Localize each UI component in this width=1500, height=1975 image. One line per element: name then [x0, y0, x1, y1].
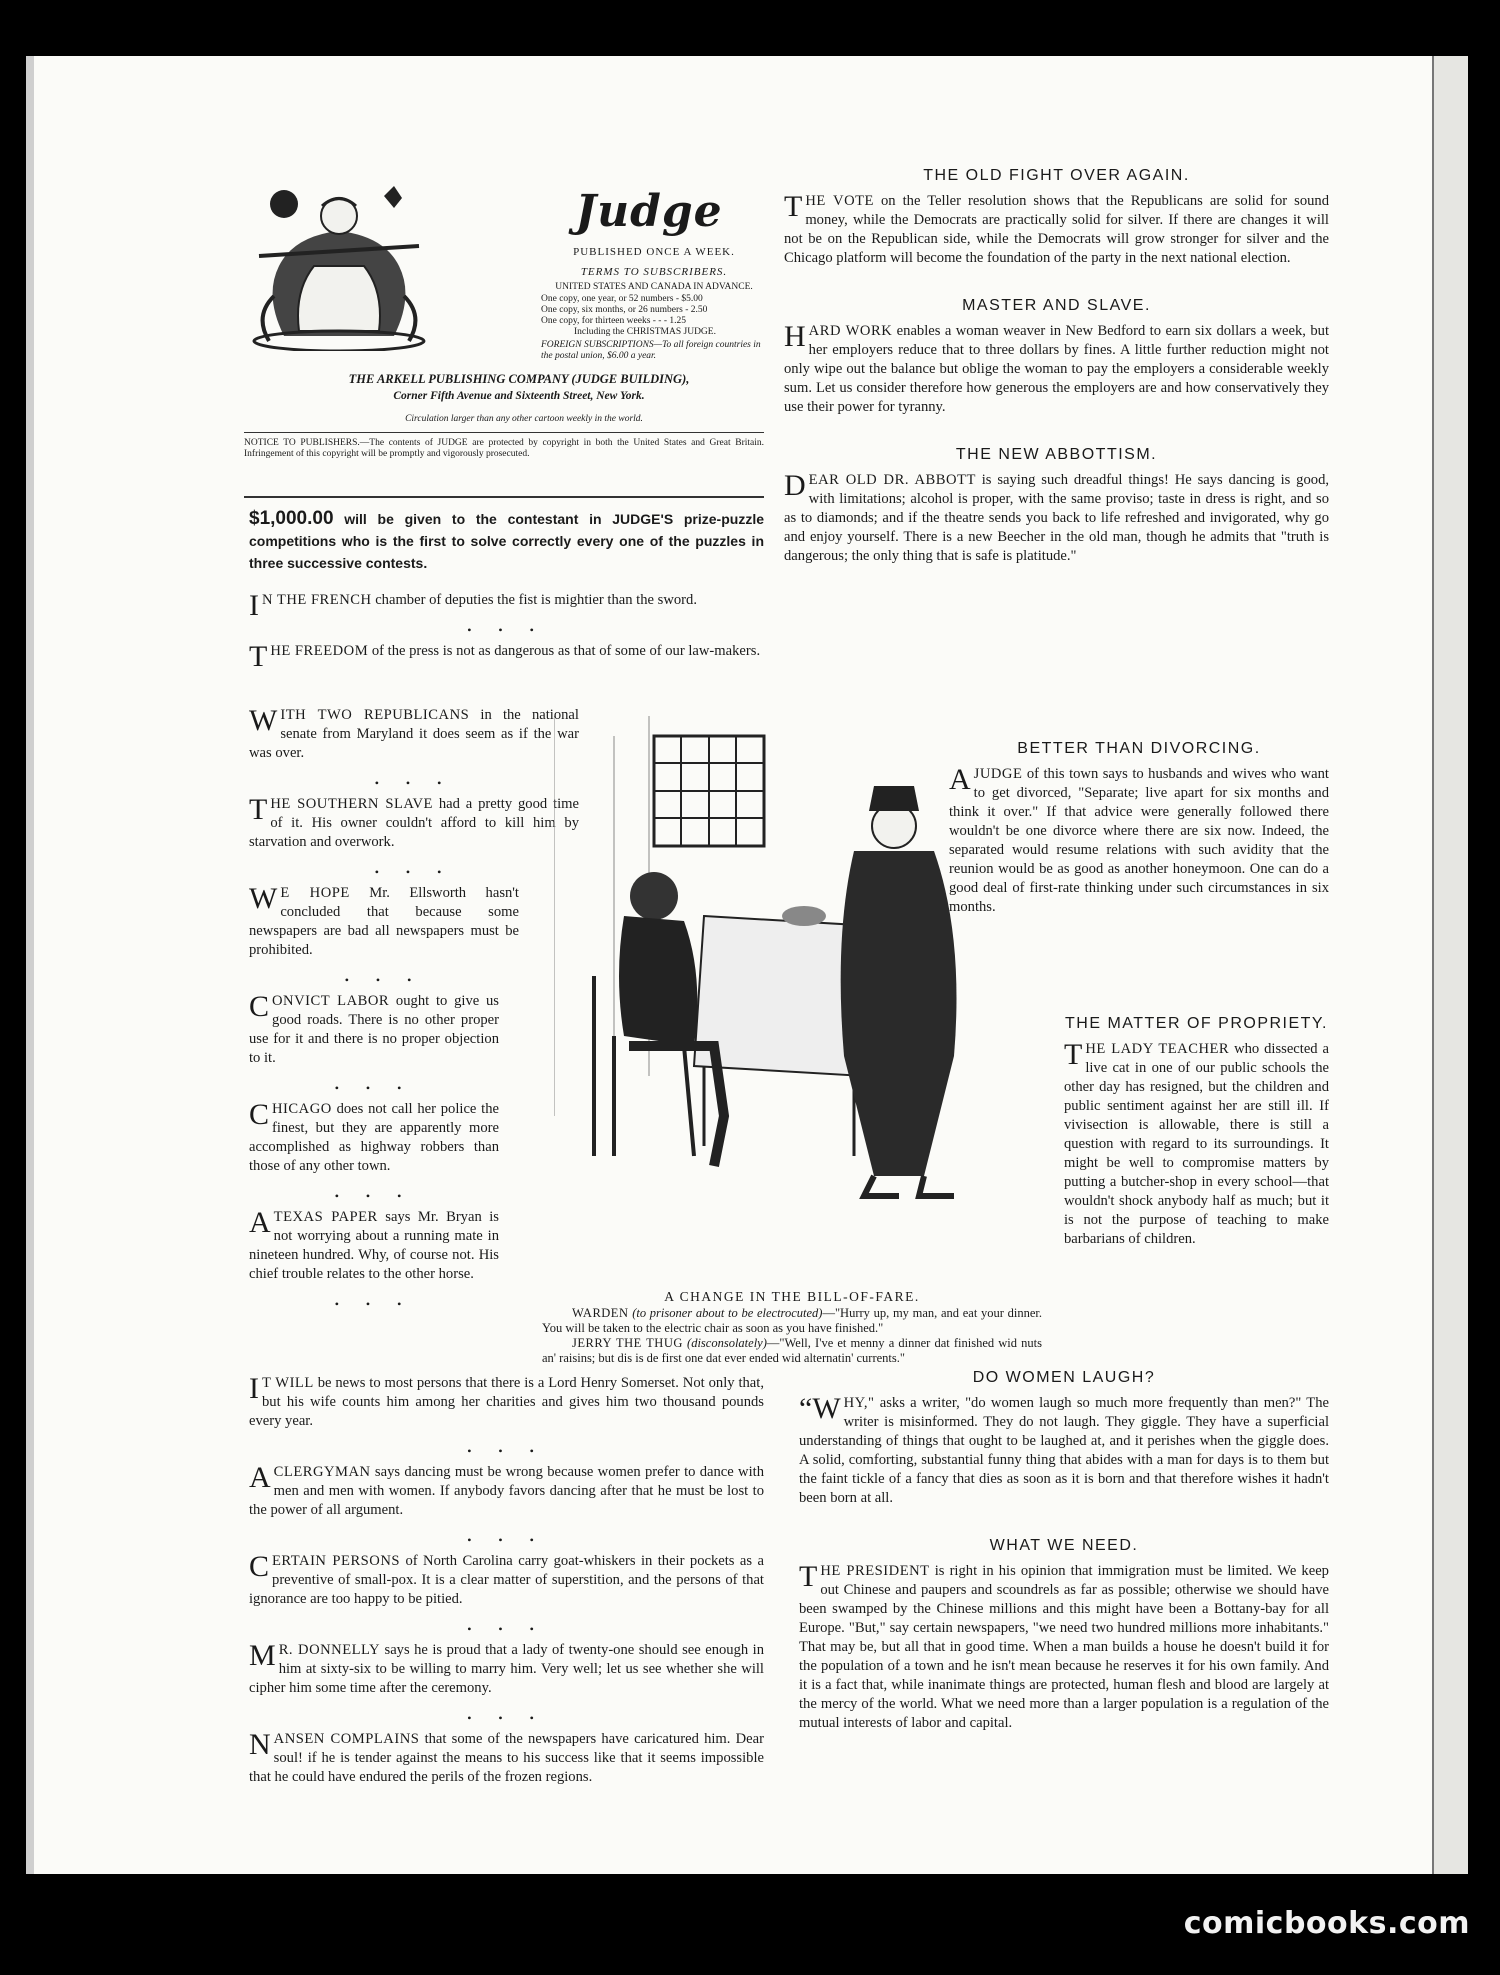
article-heading: THE OLD FIGHT OVER AGAIN.	[923, 167, 1190, 184]
drop-cap: H	[784, 320, 806, 353]
publisher-address: Corner Fifth Avenue and Sixteenth Street, New York.	[393, 390, 645, 402]
paragraph-body: Mr. Ellsworth hasn't concluded that because some newspapers are bad all newspapers must be prohibited.	[249, 885, 519, 958]
drop-cap: T	[799, 1560, 818, 1593]
paragraph-body: asks a writer, "do women laugh so much more frequently than men?" The writer is misinformed. They do not laugh. They giggle. They have a superficial understanding of things that ought to be laughed at, and it perishes when the giggle does. A solid, comforting, substantial funny thing that abides with a man for days is to them but the faint tickle of a fancy that dies as soon as it is born and that therefore wishes it hadn't been born at all.	[799, 1395, 1329, 1506]
separator: • • •	[467, 1444, 546, 1458]
paragraph-body: says dancing must be wrong because women prefer to dance with men and men with women. If anybody favors dancing after that he must be lost to the power of all argument.	[249, 1464, 765, 1518]
paragraph-lead: TEXAS PAPER	[273, 1209, 378, 1225]
illustration-caption	[542, 1289, 1042, 1366]
drop-cap: T	[1064, 1038, 1083, 1071]
paragraph-body: of the press is not as dangerous as that of some of our law-makers.	[371, 643, 761, 659]
paragraph-body: of this town says to husbands and wives who want to get divorced, "Separate; live apart for six months and think it over." If that advice were generally followed there wouldn't be one divorce where there are six now. Indeed, the separated would resume relations with such avidity that the reunion would be as good as another honeymoon. One can do a good deal of first-rate thinking under such circumstances in six months.	[949, 766, 1329, 915]
paragraph-lead: ERTAIN PERSONS	[272, 1553, 400, 1569]
separator: • • •	[344, 973, 424, 987]
watermark: comicbooks.com	[1183, 1906, 1470, 1941]
paragraph-lead: CLERGYMAN	[273, 1464, 371, 1480]
paragraph-republicans	[249, 706, 579, 763]
paragraph-body: ought to give us good roads. There is no other proper use for it and there is no proper objection to it.	[249, 993, 499, 1066]
drop-cap: T	[249, 640, 268, 673]
article-heading: DO WOMEN LAUGH?	[972, 1369, 1156, 1386]
drop-cap: N	[249, 1728, 271, 1761]
paragraph-clergyman	[249, 1463, 764, 1520]
drop-cap: W	[249, 882, 278, 915]
paragraph-texas	[249, 1208, 499, 1284]
caption-text: —"Hurry up, my man, and eat your dinner. You will be taken to the electric chair as soon as you have finished."	[542, 1306, 1043, 1335]
paragraph-body: says he is proud that a lady of twenty-one should see enough in him at sixty-six to be willing to marry him. Very well; let us see whether she will cipher him some time after the ceremony.	[249, 1642, 765, 1696]
caption-line-2	[542, 1336, 1042, 1366]
paragraph-body: who dissected a live cat in one of our public schools the other day has resigned, but the children and public sentiment against her are still ill. If vivisection is allowable, there is still a question with regard to its surroundings. It might be well to compromise matters by putting a butcher-shop in every school—that wouldn't shock anybody half as much; but it is not the purpose of teaching to make barbarians of children.	[1064, 1041, 1329, 1247]
paragraph-lead: ITH TWO REPUBLICANS	[280, 707, 470, 723]
drop-cap: T	[249, 793, 268, 826]
article-heading: MASTER AND SLAVE.	[962, 297, 1151, 314]
masthead-frequency: PUBLISHED ONCE A WEEK.	[573, 246, 735, 258]
paragraph-body: of North Carolina carry goat-whiskers in their pockets as a preventive of small-pox. It is a clear matter of superstition, and the persons of that ignorance are too happy to be pitied.	[249, 1553, 765, 1607]
separator: • • •	[334, 1297, 414, 1311]
separator: • • •	[374, 776, 454, 790]
drop-cap: “W	[799, 1392, 841, 1425]
paragraph-lead: HE PRESIDENT	[820, 1563, 930, 1579]
paragraph-lead: EAR OLD DR. ABBOTT	[808, 472, 976, 488]
drop-cap: A	[949, 763, 971, 796]
drop-cap: C	[249, 1098, 270, 1131]
article-heading: WHAT WE NEED.	[989, 1537, 1139, 1554]
paragraph-body: in the national senate from Maryland it does seem as if the war was over.	[249, 707, 579, 761]
rate-4: Including the CHRISTMAS JUDGE.	[574, 327, 716, 337]
paragraph-lead: HE SOUTHERN SLAVE	[270, 796, 433, 812]
paragraph-lead: N THE FRENCH	[262, 592, 372, 608]
rate-1: One copy, one year, or 52 numbers - $5.00	[541, 294, 703, 304]
masthead-rule	[244, 432, 764, 433]
paragraph-body: that some of the newspapers have caricatured him. Dear soul! if he is tender against the means to his success like that it seems impossible that he could have endured the perils of the frozen regions.	[249, 1731, 764, 1785]
publisher-notice: NOTICE TO PUBLISHERS.—The contents of JUDGE are protected by copyright in both the United States and Great Britain. Infringement of this copyright will be promptly and vigorously prosecuted.	[244, 438, 764, 459]
paragraph-lead: HY,"	[843, 1395, 875, 1411]
masthead-title: Judge	[575, 186, 723, 237]
left-column-top	[249, 591, 764, 673]
right-column-divorcing	[949, 739, 1329, 929]
drop-cap: I	[249, 589, 259, 622]
paragraph-body: enables a woman weaver in New Bedford to earn six dollars a week, but her employers reduce that to three dollars by fines. A little further reduction might not only wipe out the balance but oblige the woman to pay the employers a considerable weekly sum. Let us consider therefore how generous the employers are and how conservatively they use their power for tyranny.	[784, 323, 1329, 415]
separator: • • •	[334, 1081, 414, 1095]
paragraph-lead: T WILL	[262, 1375, 314, 1391]
paragraph-chicago	[249, 1100, 499, 1176]
paragraph-lead: HE VOTE	[805, 193, 874, 209]
publisher-name: THE ARKELL PUBLISHING COMPANY (JUDGE BUILDING),	[348, 372, 690, 386]
caption-direction: (disconsolately)	[687, 1336, 767, 1350]
right-column-top	[784, 166, 1329, 578]
separator: • • •	[467, 1622, 546, 1636]
separator: • • •	[374, 865, 454, 879]
right-column-propriety	[1064, 1014, 1329, 1261]
circulation-note: Circulation larger than any other cartoon weekly in the world.	[405, 414, 643, 424]
rate-3: One copy, for thirteen weeks - - - 1.25	[541, 316, 687, 326]
separator: • • •	[467, 1711, 546, 1725]
caption-direction: (to prisoner about to be electrocuted)	[632, 1306, 823, 1320]
article-heading: BETTER THAN DIVORCING.	[1017, 740, 1261, 757]
article-heading: THE MATTER OF PROPRIETY.	[1065, 1015, 1328, 1032]
paragraph-convict	[249, 992, 499, 1068]
masthead-rule-2	[244, 496, 764, 498]
drop-cap: C	[249, 990, 270, 1023]
paragraph-lead: HE LADY TEACHER	[1085, 1041, 1230, 1057]
terms-heading: TERMS TO SUBSCRIBERS.	[580, 266, 728, 278]
paragraph-lead: ANSEN COMPLAINS	[273, 1731, 420, 1747]
separator: • • •	[467, 1533, 546, 1547]
paragraph-freedom	[249, 640, 764, 673]
separator: • • •	[334, 1189, 414, 1203]
paragraph-body: chamber of deputies the fist is mightier than the sword.	[375, 592, 697, 608]
paragraph-french	[249, 589, 764, 622]
page-gutter	[1432, 56, 1468, 1874]
paragraph-body: says Mr. Bryan is not worrying about a running mate in nineteen hundred. Why, of course not. His chief trouble relates to the other horse.	[249, 1209, 499, 1282]
paragraph-lead: ONVICT LABOR	[272, 993, 390, 1009]
paragraph-body: had a pretty good time of it. His owner couldn't afford to kill him by starvation and overwork.	[249, 796, 579, 850]
drop-cap: I	[249, 1372, 259, 1405]
paragraph-body: is saying such dreadful things! He says dancing is good, with limitations; alcohol is proper, with the same proviso; taste in dress is right, and so as to diamonds; and if the theatre sends you back to life refreshed and invigorated, why go and enjoy yourself. There is a new Beecher in the old man, though he admits that "truth is dangerous; the only thing that is safe is platitude."	[784, 472, 1330, 564]
paragraph-body: be news to most persons that there is a Lord Henry Somerset. Not only that, but his wife counts him among her charities and gives him two thousand pounds every year.	[249, 1375, 764, 1429]
paragraph-somerset	[249, 1374, 764, 1431]
drop-cap: C	[249, 1550, 270, 1583]
right-column-bottom	[799, 1368, 1329, 1745]
paragraph-donnelly	[249, 1641, 764, 1698]
prize-text: will be given to the contestant in JUDGE'S prize-puzzle competitions who is the first to solve correctly every one of the puzzles in three successive contests.	[249, 511, 764, 571]
paragraph-body: is right in his opinion that immigration must be limited. We keep out Chinese and paupers and scoundrels as far as possible; otherwise we should have been swamped by the Chinese millions and this might have been a Bottany-bay for all Europe. "But," say certain newspapers, "we need two hundred millions more inhabitants." That may be, but all that in good time. When a man builds a house he doesn't build it for the population of a town and he isn't mean because he reserves it for his own family. And it is a fact that, while inanimate things are protected, human flesh and blood are largely at the mercy of the world. What we need more than a larger population is a regulation of the mutual interests of labor and capital.	[799, 1563, 1329, 1731]
drop-cap: D	[784, 469, 806, 502]
paragraph-lead: JUDGE	[973, 766, 1023, 782]
left-column-bottom	[249, 1374, 764, 1799]
article-old-fight	[784, 166, 1329, 268]
caption-title: A CHANGE IN THE BILL-OF-FARE.	[664, 1289, 920, 1304]
paragraph-lead: R. DONNELLY	[278, 1642, 381, 1658]
paragraph-body: on the Teller resolution shows that the Republicans are solid for sound money, while the Democrats are practically solid for silver. If there are changes it will not be on the Republican side, while the Democrats will grow stronger for silver and the Chicago platform will become the foundation of the party in the next national election.	[784, 193, 1330, 266]
article-women-laugh	[799, 1368, 1329, 1508]
prize-announcement	[249, 508, 764, 574]
rate-2: One copy, six months, or 26 numbers - 2.50	[541, 305, 708, 315]
drop-cap: W	[249, 704, 278, 737]
article-master-slave	[784, 296, 1329, 417]
caption-text: —"Well, I've et menny a dinner dat finished wid nuts an' raisins; but dis is de first one dat ever ended wid alternatin' currents."	[542, 1336, 1042, 1365]
article-propriety	[1064, 1014, 1329, 1249]
left-column-narrow	[249, 706, 579, 1316]
paragraph-slave	[249, 795, 579, 852]
drop-cap: M	[249, 1639, 276, 1672]
drop-cap: T	[784, 190, 803, 223]
paragraph-lead: HE FREEDOM	[270, 643, 369, 659]
article-abbottism	[784, 445, 1329, 566]
terms-note: UNITED STATES AND CANADA IN ADVANCE.	[555, 282, 753, 292]
caption-line-1	[542, 1306, 1042, 1336]
magazine-page	[26, 56, 1458, 1874]
masthead	[244, 166, 764, 506]
caption-speaker: JERRY THE THUG	[572, 1336, 683, 1350]
drop-cap: A	[249, 1461, 271, 1494]
judge-mascot-illustration	[244, 176, 434, 351]
caption-speaker: WARDEN	[572, 1306, 629, 1320]
prize-amount: $1,000.00	[249, 508, 334, 529]
foreign-subscriptions: FOREIGN SUBSCRIPTIONS—To all foreign countries in the postal union, $6.00 a year.	[541, 340, 761, 361]
article-heading: THE NEW ABBOTTISM.	[955, 446, 1158, 463]
paragraph-body: does not call her police the finest, but they are apparently more accomplished as highway robbers than those of any other town.	[249, 1101, 500, 1174]
article-divorcing	[949, 739, 1329, 917]
separator: • • •	[467, 623, 546, 637]
paragraph-lead: E HOPE	[280, 885, 350, 901]
paragraph-goat-whiskers	[249, 1552, 764, 1609]
paragraph-ellsworth	[249, 884, 519, 960]
paragraph-nansen	[249, 1730, 764, 1787]
drop-cap: A	[249, 1206, 271, 1239]
paragraph-lead: ARD WORK	[808, 323, 893, 339]
article-what-we-need	[799, 1536, 1329, 1733]
paragraph-lead: HICAGO	[272, 1101, 332, 1117]
